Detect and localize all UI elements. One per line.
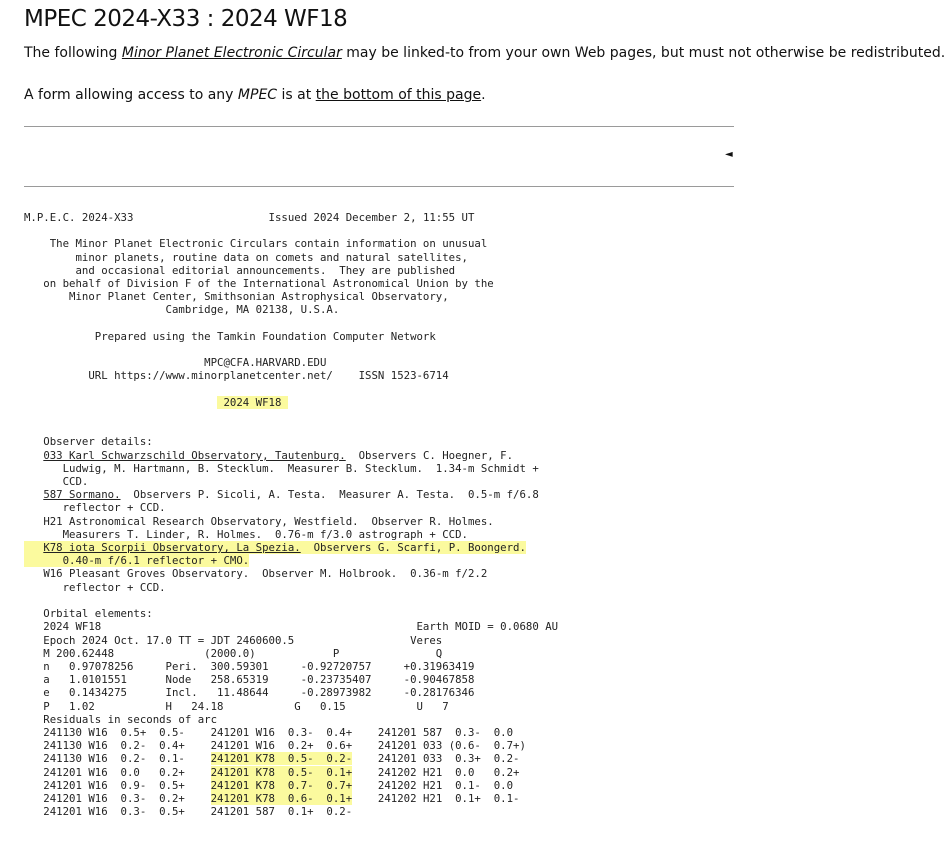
- residual-row: [24, 766, 519, 779]
- residual-cell: 241202 H21 0.0 0.2+: [352, 765, 520, 779]
- residual-cell: 241201 W16 0.3- 0.4+: [210, 725, 353, 739]
- form-text: A form allowing access to any: [24, 87, 238, 103]
- form-text-end: .: [481, 87, 486, 103]
- residual-cell: 241201 W16 0.9- 0.5+: [24, 778, 211, 792]
- nav-arrow-icon[interactable]: ◄: [725, 149, 733, 160]
- observer-line: Measurers T. Linder, R. Holmes. 0.76-m f/3.0 astrograph + CCD.: [24, 527, 468, 541]
- orbital-line: P 1.02 H 24.18 G 0.15 U 7: [24, 699, 449, 713]
- circular-text: [24, 211, 558, 818]
- intro-text: The following: [24, 45, 122, 61]
- observer-line: H21 Astronomical Research Observatory, Westfield. Observer R. Holmes.: [43, 514, 494, 528]
- residual-cell: 241201 W16 0.3- 0.5+: [24, 805, 211, 819]
- residual-row: [24, 792, 519, 805]
- residual-cell: 241201 033 0.3+ 0.2-: [352, 752, 520, 766]
- observer-line: reflector + CCD.: [24, 501, 166, 515]
- observatory-link[interactable]: 587 Sormano.: [43, 488, 121, 502]
- residual-cell: 241201 K78 0.7- 0.7+: [210, 778, 353, 792]
- residual-row: [24, 739, 526, 752]
- observer-line: Ludwig, M. Hartmann, B. Stecklum. Measurer B. Stecklum. 1.34-m Schmidt +: [24, 461, 539, 475]
- orbital-line: 2024 WF18 Earth MOID = 0.0680 AU: [24, 620, 559, 634]
- email-line: MPC@CFA.HARVARD.EDU: [24, 356, 327, 370]
- orbital-line: M 200.62448 (2000.0) P Q: [24, 646, 443, 660]
- form-paragraph: [24, 87, 486, 103]
- observer-heading: Observer details:: [24, 435, 153, 449]
- mpec-id: M.P.E.C. 2024-X33: [24, 211, 134, 224]
- preamble-line: minor planets, routine data on comets and natural satellites,: [24, 250, 468, 264]
- residual-cell: 241201 K78 0.6- 0.1+: [210, 791, 353, 805]
- residuals-heading: Residuals in seconds of arc: [24, 712, 218, 726]
- residual-row: [24, 779, 513, 792]
- preamble-line: The Minor Planet Electronic Circulars contain information on unusual: [24, 237, 488, 251]
- preamble-line: and occasional editorial announcements. They are published: [24, 263, 456, 277]
- prepared-line: Prepared using the Tamkin Foundation Computer Network: [24, 329, 436, 343]
- residual-cell: 241202 H21 0.1+ 0.1-: [352, 791, 520, 805]
- observer-line: CCD.: [24, 475, 89, 489]
- observer-line: K78 iota Scorpii Observatory, La Spezia. Observers G. Scarfi, P. Boongerd.: [24, 541, 526, 554]
- residual-cell: 241201 033 (0.6- 0.7+): [352, 739, 526, 753]
- residual-cell: 241130 W16 0.2- 0.1-: [24, 752, 211, 766]
- orbital-heading: Orbital elements:: [24, 607, 153, 621]
- residual-cell: 241201 K78 0.5- 0.2-: [210, 752, 353, 766]
- observer-line: 587 Sormano. Observers P. Sicoli, A. Testa. Measurer A. Testa. 0.5-m f/6.8: [43, 488, 539, 502]
- observatory-code: H21: [43, 514, 63, 528]
- residual-cell: 241201 K78 0.5- 0.1+: [210, 765, 353, 779]
- orbital-line: a 1.0101551 Node 258.65319 -0.23735407 -0.90467858: [24, 673, 475, 687]
- preamble-line: Minor Planet Center, Smithsonian Astrophysical Observatory,: [24, 290, 449, 304]
- residual-cell: 241201 W16 0.2+ 0.6+: [210, 739, 353, 753]
- preamble-line: on behalf of Division F of the International Astronomical Union by the: [24, 277, 494, 291]
- residual-cell: 241130 W16 0.2- 0.4+: [24, 739, 211, 753]
- residual-cell: 241201 W16 0.3- 0.2+: [24, 791, 211, 805]
- residual-cell: 241201 587 0.3- 0.0: [352, 725, 514, 739]
- intro-text-end: may be linked-to from your own Web pages, but must not otherwise be redistributed.: [341, 45, 945, 61]
- observatory-code: W16: [43, 567, 63, 581]
- form-text-middle: is at: [277, 87, 316, 103]
- divider-bottom: [24, 186, 734, 187]
- intro-paragraph: [24, 45, 945, 61]
- residual-cell: 241201 W16 0.0 0.2+: [24, 765, 211, 779]
- observatory-link[interactable]: K78 iota Scorpii Observatory, La Spezia.: [43, 541, 301, 555]
- observer-line: reflector + CCD.: [24, 580, 166, 594]
- observer-line: 033 Karl Schwarzschild Observatory, Tautenburg. Observers C. Hoegner, F.: [43, 448, 514, 462]
- residual-row: [24, 752, 519, 765]
- residual-row: [24, 726, 513, 739]
- bottom-of-page-link[interactable]: the bottom of this page: [315, 87, 482, 103]
- residual-cell: 241202 H21 0.1- 0.0: [352, 778, 514, 792]
- residual-row: [24, 805, 352, 818]
- preamble-line: Cambridge, MA 02138, U.S.A.: [24, 303, 340, 317]
- observer-line: W16 Pleasant Groves Observatory. Observer M. Holbrook. 0.36-m f/2.2: [43, 567, 488, 581]
- orbital-line: n 0.97078256 Peri. 300.59301 -0.92720757 +0.31963419: [24, 659, 475, 673]
- url-line: URL https://www.minorplanetcenter.net/ ISSN 1523-6714: [24, 369, 449, 383]
- residual-cell: 241201 587 0.1+ 0.2-: [210, 805, 353, 819]
- residual-cell: 241130 W16 0.5+ 0.5-: [24, 725, 211, 739]
- mpec-link[interactable]: Minor Planet Electronic Circular: [121, 45, 342, 61]
- object-designation: 2024 WF18: [217, 395, 288, 409]
- page-title: MPEC 2024-X33 : 2024 WF18: [24, 6, 348, 32]
- issued-date: Issued 2024 December 2, 11:55 UT: [268, 211, 475, 224]
- observer-line: 0.40-m f/6.1 reflector + CMO.: [24, 554, 250, 568]
- observatory-link[interactable]: 033 Karl Schwarzschild Observatory, Tautenburg.: [43, 448, 346, 462]
- orbital-line: Epoch 2024 Oct. 17.0 TT = JDT 2460600.5 Veres: [24, 633, 443, 647]
- orbital-line: e 0.1434275 Incl. 11.48644 -0.28973982 -0.28176346: [24, 686, 475, 700]
- mpec-em: MPEC: [237, 87, 278, 103]
- divider-top: [24, 126, 734, 127]
